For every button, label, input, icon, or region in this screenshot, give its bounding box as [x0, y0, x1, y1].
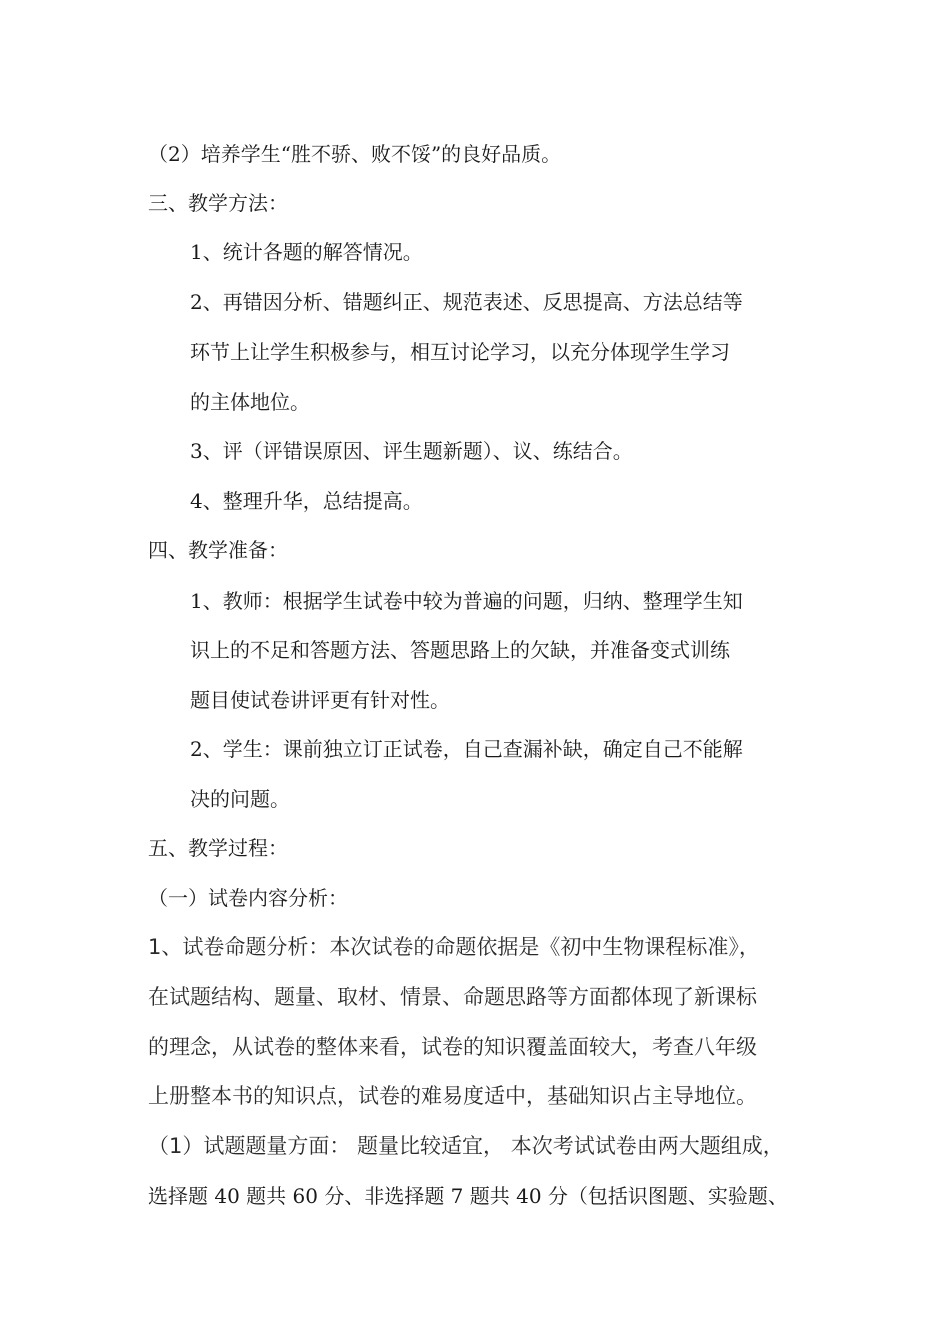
method-item-2-cont-1: 环节上让学生积极参与，相互讨论学习，以充分体现学生学习 [190, 340, 730, 364]
method-item-3: 3、评（评错误原因、评生题新题）、议、练结合。 [190, 439, 633, 463]
question-count-line-2: 选择题 40 题共 60 分、非选择题 7 题共 40 分（包括识图题、实验题、 [148, 1184, 788, 1208]
question-count-line-1: （1）试题题量方面： 题量比较适宜， 本次考试试卷由两大题组成， [148, 1134, 784, 1158]
method-item-2: 2、再错因分析、错题纠正、规范表述、反思提高、方法总结等 [190, 290, 743, 314]
preparation-item-1-cont-2: 题目使试卷讲评更有针对性。 [190, 688, 450, 712]
method-item-4: 4、整理升华，总结提高。 [190, 489, 423, 513]
objective-item-2: （2）培养学生“胜不骄、败不馁”的良好品质。 [148, 142, 562, 166]
preparation-item-2: 2、学生：课前独立订正试卷，自己查漏补缺，确定自己不能解 [190, 737, 743, 761]
method-item-1: 1、统计各题的解答情况。 [190, 240, 423, 264]
section-heading-preparation: 四、教学准备： [148, 538, 288, 562]
analysis-paragraph-line-4: 上册整本书的知识点，试卷的难易度适中，基础知识占主导地位。 [148, 1084, 757, 1108]
analysis-paragraph-line-3: 的理念，从试卷的整体来看，试卷的知识覆盖面较大，考查八年级 [148, 1035, 757, 1059]
analysis-paragraph-line-2: 在试题结构、题量、取材、情景、命题思路等方面都体现了新课标 [148, 985, 757, 1009]
section-heading-methods: 三、教学方法： [148, 191, 288, 215]
subsection-heading-analysis: （一）试卷内容分析： [148, 886, 348, 910]
analysis-paragraph-line-1: 1、试卷命题分析：本次试卷的命题依据是《初中生物课程标准》， [148, 935, 760, 959]
section-heading-process: 五、教学过程： [148, 836, 288, 860]
method-item-2-cont-2: 的主体地位。 [190, 390, 310, 414]
preparation-item-1: 1、教师：根据学生试卷中较为普遍的问题，归纳、整理学生知 [190, 589, 743, 613]
preparation-item-1-cont-1: 识上的不足和答题方法、答题思路上的欠缺，并准备变式训练 [190, 638, 730, 662]
preparation-item-2-cont: 决的问题。 [190, 787, 290, 811]
